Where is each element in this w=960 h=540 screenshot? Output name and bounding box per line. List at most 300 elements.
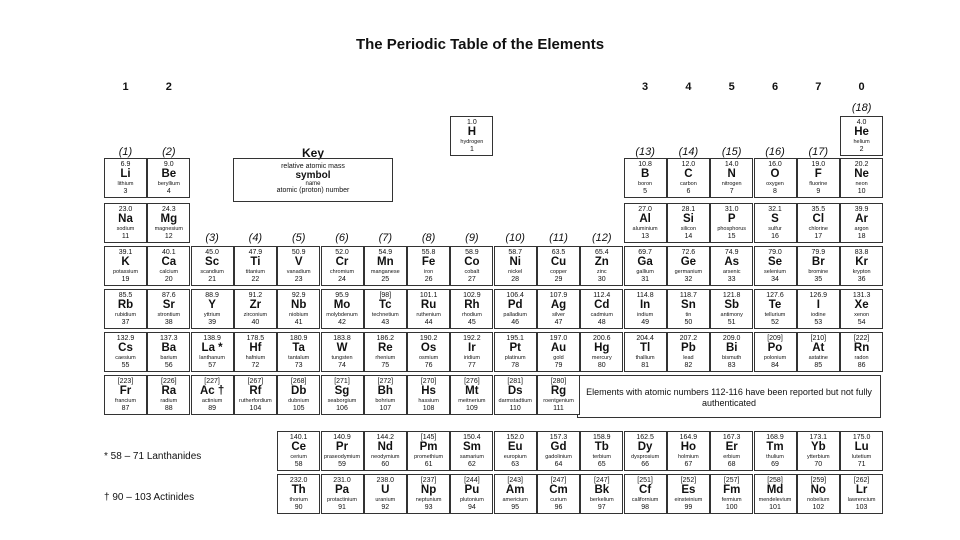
element-mass: 14.0 <box>724 161 739 168</box>
element-mass: 85.5 <box>118 292 133 299</box>
element-name: tellurium <box>764 312 786 318</box>
element-symbol: Cl <box>812 213 825 225</box>
element-cell <box>667 289 710 329</box>
element-number: 17 <box>814 233 823 240</box>
element-mass: 91.2 <box>248 292 263 299</box>
element-mass: 28.1 <box>681 206 696 213</box>
element-mass: 31.0 <box>724 206 739 213</box>
element-number: 18 <box>857 233 866 240</box>
element-cell <box>321 289 364 329</box>
group-label: 4 <box>685 81 692 93</box>
element-cell <box>797 158 840 198</box>
group-number-label: (17) <box>808 146 829 158</box>
element-cell <box>797 474 840 514</box>
element-name: nitrogen <box>721 181 742 187</box>
element-name: molybdenum <box>326 312 358 318</box>
element-number: 64 <box>554 461 563 468</box>
element-name: radium <box>160 398 178 404</box>
element-number: 20 <box>164 276 173 283</box>
element-mass: 178.5 <box>246 335 265 342</box>
key-mass-label: relative atomic mass <box>281 163 345 170</box>
element-number: 103 <box>855 504 868 511</box>
element-cell <box>277 431 320 471</box>
element-number: 79 <box>554 362 563 369</box>
element-symbol: Cf <box>639 484 652 496</box>
element-mass: [145] <box>420 434 437 441</box>
element-cell <box>407 289 450 329</box>
element-name: americium <box>502 497 528 503</box>
element-number: 47 <box>554 319 563 326</box>
element-mass: [270] <box>420 378 437 385</box>
element-mass: 88.9 <box>205 292 219 299</box>
element-name: helium <box>853 139 870 145</box>
element-symbol: Se <box>767 256 783 268</box>
element-symbol: Gd <box>550 441 567 453</box>
element-symbol: Zn <box>594 256 609 268</box>
element-number: 63 <box>511 461 520 468</box>
element-cell <box>580 289 623 329</box>
element-number: 97 <box>597 504 606 511</box>
element-name: yttrium <box>203 312 221 318</box>
element-symbol: Th <box>291 484 306 496</box>
element-cell <box>710 431 753 471</box>
element-name: tungsten <box>331 355 353 361</box>
element-symbol: In <box>639 299 651 311</box>
element-number: 84 <box>771 362 779 369</box>
element-mass: [247] <box>550 477 567 484</box>
element-mass: 180.9 <box>289 335 308 342</box>
element-mass: 39.9 <box>854 206 869 213</box>
element-name: bismuth <box>722 355 742 361</box>
element-symbol: Ar <box>855 213 868 225</box>
element-cell <box>537 332 580 372</box>
element-mass: 69.7 <box>638 249 652 256</box>
element-cell <box>754 203 797 243</box>
group-number-label: (7) <box>378 232 393 244</box>
element-number: 37 <box>121 319 130 326</box>
element-symbol: V <box>294 256 303 268</box>
element-number: 40 <box>251 319 260 326</box>
element-number: 87 <box>121 405 130 412</box>
element-mass: 158.9 <box>593 434 611 441</box>
element-name: ytterbium <box>806 454 830 460</box>
element-number: 102 <box>812 504 825 511</box>
element-number: 45 <box>467 319 476 326</box>
element-mass: 127.6 <box>766 292 784 299</box>
element-cell <box>147 246 190 286</box>
element-cell <box>667 203 710 243</box>
element-name: protactinium <box>327 497 357 503</box>
element-number: 19 <box>121 276 130 283</box>
element-number: 56 <box>164 362 173 369</box>
group-label: 2 <box>165 81 172 93</box>
element-number: 93 <box>424 504 433 511</box>
element-symbol: Ga <box>637 256 653 268</box>
element-symbol: Er <box>725 441 738 453</box>
element-name: lead <box>683 355 694 361</box>
element-symbol: C <box>684 168 693 180</box>
element-number: 24 <box>338 276 346 283</box>
element-name: vanadium <box>286 269 311 275</box>
key-symbol-label: symbol <box>295 170 331 181</box>
element-number: 30 <box>597 276 606 283</box>
element-number: 74 <box>338 362 346 369</box>
element-number: 13 <box>641 233 649 240</box>
element-name: plutonium <box>459 497 484 503</box>
element-number: 12 <box>164 233 173 240</box>
element-cell <box>580 246 623 286</box>
element-name: tantalum <box>288 355 310 361</box>
element-mass: 32.1 <box>768 206 782 213</box>
element-symbol: Sg <box>334 385 350 397</box>
element-name: promethium <box>414 454 444 460</box>
element-number: 49 <box>641 319 649 326</box>
element-name: aluminium <box>632 226 658 232</box>
element-cell <box>450 289 493 329</box>
group-number-label: (1) <box>118 146 133 158</box>
element-symbol: O <box>770 168 780 180</box>
element-mass: 4.0 <box>856 119 867 126</box>
element-name: xenon <box>854 312 870 318</box>
element-name: boron <box>638 181 653 187</box>
element-mass: 190.2 <box>419 335 438 342</box>
element-cell <box>450 246 493 286</box>
group-number-label: (8) <box>421 232 436 244</box>
element-number: 83 <box>727 362 736 369</box>
element-name: technetium <box>371 312 399 318</box>
element-mass: 92.9 <box>291 292 306 299</box>
element-cell <box>667 246 710 286</box>
element-symbol: Hg <box>594 342 610 354</box>
element-number: 41 <box>294 319 303 326</box>
element-cell <box>754 474 797 514</box>
element-name: curium <box>550 497 567 503</box>
element-number: 86 <box>857 362 866 369</box>
element-symbol: Si <box>682 213 694 225</box>
element-number: 82 <box>684 362 693 369</box>
element-cell <box>147 203 190 243</box>
element-symbol: Sn <box>681 299 696 311</box>
element-mass: 106.4 <box>506 292 524 299</box>
element-name: hydrogen <box>460 139 484 145</box>
element-number: 23 <box>294 276 303 283</box>
element-cell <box>450 116 493 156</box>
element-number: 96 <box>554 504 563 511</box>
element-number: 71 <box>857 461 866 468</box>
element-mass: 144.2 <box>376 434 395 441</box>
element-number: 92 <box>381 504 390 511</box>
group-label: 5 <box>728 81 735 93</box>
element-number: 99 <box>684 504 693 511</box>
element-symbol: Sr <box>162 299 175 311</box>
element-mass: 83.8 <box>854 249 869 256</box>
element-name: bohrium <box>375 398 396 404</box>
element-name: uranium <box>375 497 396 503</box>
element-mass: 121.8 <box>722 292 741 299</box>
element-number: 36 <box>857 276 866 283</box>
group-number-label: (9) <box>465 232 479 244</box>
element-symbol: N <box>727 168 736 180</box>
element-number: 107 <box>379 405 392 412</box>
element-symbol: Tc <box>379 299 392 311</box>
element-name: oxygen <box>766 181 784 187</box>
element-mass: [267] <box>247 378 264 385</box>
element-cell <box>840 246 883 286</box>
element-number: 53 <box>814 319 823 326</box>
element-cell <box>494 246 537 286</box>
element-number: 95 <box>511 504 520 511</box>
element-cell <box>667 431 710 471</box>
element-cell <box>277 332 320 372</box>
element-cell <box>624 203 667 243</box>
element-symbol: Hf <box>249 342 262 354</box>
element-mass: [247] <box>594 477 610 484</box>
element-cell <box>797 203 840 243</box>
element-number: 1 <box>469 146 474 153</box>
element-name: neptunium <box>415 497 442 503</box>
element-name: praseodymium <box>323 454 361 460</box>
element-mass: 204.4 <box>636 335 654 342</box>
element-name: thorium <box>289 497 308 503</box>
element-symbol: Sm <box>462 441 481 453</box>
element-symbol: Ra <box>161 385 177 397</box>
element-number: 78 <box>511 362 520 369</box>
element-cell <box>450 474 493 514</box>
element-cell <box>537 289 580 329</box>
element-number: 104 <box>249 405 262 412</box>
element-mass: 126.9 <box>809 292 828 299</box>
element-cell <box>364 289 407 329</box>
element-mass: 19.0 <box>811 161 826 168</box>
element-cell <box>537 246 580 286</box>
element-mass: [244] <box>464 477 480 484</box>
element-mass: 35.5 <box>811 206 826 213</box>
element-name: actinium <box>201 398 223 404</box>
element-mass: 183.8 <box>333 335 351 342</box>
element-name: iodine <box>810 312 826 318</box>
element-cell <box>321 474 364 514</box>
element-symbol: W <box>336 342 348 354</box>
element-number: 58 <box>294 461 303 468</box>
element-number: 106 <box>336 405 348 412</box>
element-mass: [226] <box>161 378 177 385</box>
element-number: 108 <box>422 405 435 412</box>
element-name: astatine <box>808 355 828 361</box>
element-cell <box>840 158 883 198</box>
element-name: niobium <box>289 312 309 318</box>
element-mass: 164.9 <box>679 434 698 441</box>
element-symbol: Rb <box>117 299 134 311</box>
element-number: 21 <box>208 276 216 283</box>
element-cell <box>364 246 407 286</box>
element-name: rhenium <box>375 355 396 361</box>
element-mass: [227] <box>204 378 220 385</box>
element-name: neon <box>855 181 868 187</box>
element-name: holmium <box>677 454 699 460</box>
element-name: mercury <box>591 355 612 361</box>
element-cell <box>580 431 623 471</box>
element-cell <box>147 158 190 198</box>
element-symbol: Xe <box>854 299 869 311</box>
element-mass: [258] <box>767 477 783 484</box>
element-name: rhodium <box>461 312 482 318</box>
group-number-label: (18) <box>851 102 872 114</box>
element-cell <box>147 289 190 329</box>
element-mass: 40.1 <box>161 249 176 256</box>
element-cell <box>104 375 147 415</box>
element-symbol: Mn <box>376 256 394 268</box>
element-number: 9 <box>816 188 821 195</box>
element-name: roentgenium <box>543 398 574 404</box>
group-label: 7 <box>815 81 822 93</box>
element-mass: [281] <box>507 378 523 385</box>
element-name: fluorine <box>809 181 828 187</box>
element-cell <box>840 289 883 329</box>
element-name: cobalt <box>464 269 480 275</box>
group-label: 3 <box>642 81 649 93</box>
element-cell <box>797 289 840 329</box>
element-number: 26 <box>424 276 433 283</box>
element-symbol: Ge <box>680 256 697 268</box>
element-mass: 186.2 <box>376 335 395 342</box>
element-number: 98 <box>641 504 649 511</box>
element-number: 81 <box>641 362 649 369</box>
element-mass: 150.4 <box>463 434 481 441</box>
element-name: gallium <box>636 269 654 275</box>
element-number: 109 <box>466 405 478 412</box>
element-mass: 209.0 <box>722 335 741 342</box>
element-number: 16 <box>771 233 779 240</box>
element-cell <box>840 116 883 156</box>
element-symbol: As <box>724 256 740 268</box>
element-cell <box>104 332 147 372</box>
element-symbol: Lu <box>854 441 869 453</box>
element-cell <box>234 246 277 286</box>
element-cell <box>364 375 407 415</box>
element-number: 38 <box>164 319 173 326</box>
element-cell <box>364 474 407 514</box>
element-mass: [262] <box>853 477 870 484</box>
element-cell <box>364 431 407 471</box>
element-symbol: Ni <box>509 256 521 268</box>
element-mass: [280] <box>550 378 567 385</box>
element-symbol: Rf <box>249 385 262 397</box>
element-symbol: Ti <box>250 256 261 268</box>
element-cell <box>537 375 580 415</box>
element-number: 100 <box>725 504 738 511</box>
element-cell <box>710 158 753 198</box>
element-name: gadolinium <box>545 454 572 460</box>
element-number: 33 <box>727 276 736 283</box>
element-name: neodymium <box>371 454 400 460</box>
element-mass: [272] <box>377 378 394 385</box>
element-mass: 197.0 <box>549 335 568 342</box>
group-number-label: (15) <box>721 146 742 158</box>
element-number: 44 <box>424 319 433 326</box>
element-mass: 195.1 <box>506 335 524 342</box>
element-number: 11 <box>121 233 130 240</box>
element-mass: 9.0 <box>163 161 174 168</box>
element-symbol: Sb <box>724 299 740 311</box>
element-symbol: Ca <box>161 256 177 268</box>
element-name: mendelevium <box>758 497 792 503</box>
element-mass: [209] <box>767 335 783 342</box>
element-symbol: Fr <box>119 385 132 397</box>
element-cell <box>624 332 667 372</box>
element-cell <box>450 375 493 415</box>
element-symbol: La * <box>201 342 223 354</box>
element-number: 22 <box>251 276 260 283</box>
element-cell <box>321 431 364 471</box>
element-symbol: Al <box>639 213 651 225</box>
element-mass: [98] <box>379 292 392 299</box>
element-number: 91 <box>338 504 346 511</box>
element-symbol: Ho <box>680 441 697 453</box>
element-symbol: Ru <box>420 299 437 311</box>
element-name: darmstadtium <box>498 398 532 404</box>
element-symbol: Ta <box>292 342 305 354</box>
element-number: 73 <box>294 362 303 369</box>
element-number: 43 <box>381 319 390 326</box>
element-name: lawrencium <box>847 497 876 503</box>
element-mass: 131.3 <box>852 292 871 299</box>
element-number: 6 <box>686 188 691 195</box>
element-mass: [251] <box>637 477 653 484</box>
element-cell <box>234 375 277 415</box>
element-mass: [276] <box>464 378 480 385</box>
element-mass: 50.9 <box>291 249 306 256</box>
element-symbol: Np <box>420 484 437 496</box>
element-name: fermium <box>721 497 742 503</box>
element-cell <box>667 332 710 372</box>
element-number: 2 <box>859 146 864 153</box>
element-symbol: Rg <box>550 385 567 397</box>
element-mass: 207.2 <box>679 335 698 342</box>
element-cell <box>104 246 147 286</box>
element-number: 65 <box>597 461 606 468</box>
element-name: einsteinium <box>674 497 703 503</box>
element-number: 88 <box>164 405 173 412</box>
element-cell <box>797 431 840 471</box>
element-cell <box>710 474 753 514</box>
element-symbol: Bi <box>725 342 738 354</box>
element-cell <box>667 474 710 514</box>
element-symbol: Nb <box>291 299 307 311</box>
element-mass: 54.9 <box>378 249 393 256</box>
element-name: polonium <box>763 355 787 361</box>
element-symbol: Dy <box>637 441 653 453</box>
element-number: 39 <box>208 319 216 326</box>
element-name: osmium <box>418 355 439 361</box>
element-symbol: Tm <box>766 441 784 453</box>
element-name: lithium <box>117 181 134 187</box>
element-mass: 167.3 <box>722 434 741 441</box>
element-number: 15 <box>727 233 736 240</box>
element-number: 8 <box>773 188 777 195</box>
element-cell <box>537 431 580 471</box>
element-symbol: Y <box>208 299 216 311</box>
element-mass: 137.3 <box>160 335 178 342</box>
element-number: 52 <box>771 319 779 326</box>
element-name: zinc <box>596 269 607 275</box>
element-name: francium <box>114 398 137 404</box>
element-number: 61 <box>424 461 433 468</box>
element-symbol: Os <box>420 342 437 354</box>
element-cell <box>407 332 450 372</box>
element-cell <box>624 246 667 286</box>
element-symbol: He <box>854 126 869 138</box>
element-symbol: Eu <box>507 441 523 453</box>
